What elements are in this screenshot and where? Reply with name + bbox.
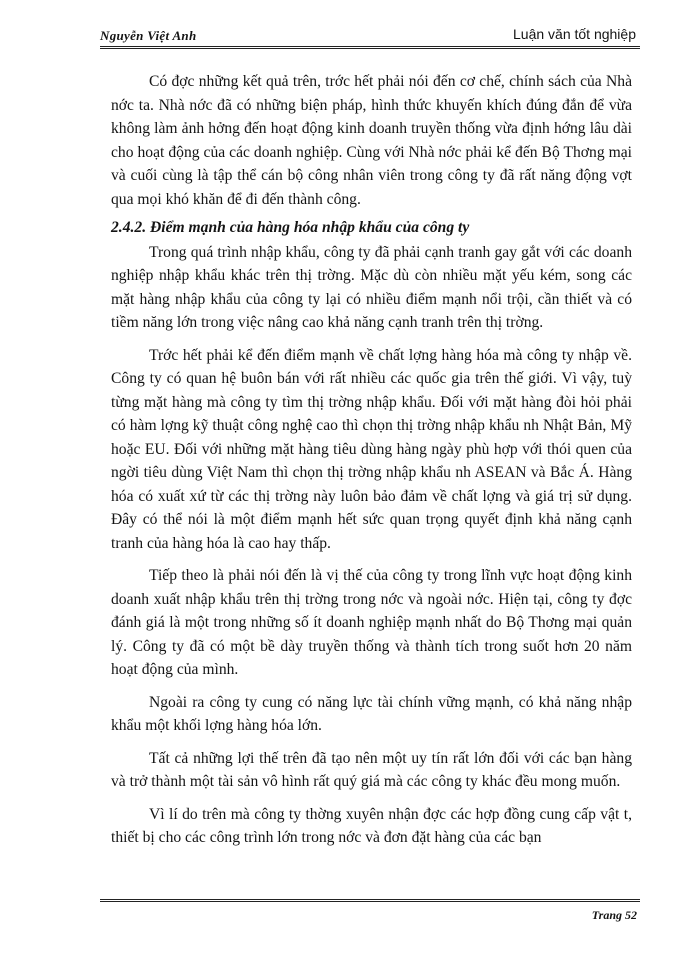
paragraph: Tất cả những lợi thế trên đã tạo nên một uy tín rất lớn đối với các bạn hàng và trở thành một tài sản vô hình rất quý giá mà các công ty khác đều mong muốn. [111, 749, 632, 790]
page-number: Trang 52 [591, 908, 637, 922]
document-type: Luận văn tốt nghiệp [513, 26, 636, 42]
paragraph: Tiếp theo là phải nói đến là vị thế của công ty trong lĩnh vực hoạt động kinh doanh xuất nhập khẩu trên thị trờng trong nớc và ngoài nớc. Hiện tại, công ty đợc đánh giá là một trong những số ít doanh nghiệp mạnh nhất do Bộ Thơng mại quản lý. Công ty đã có một bề dày truyền thống và thành tích trong suốt hơn 20 năm hoạt động của mình. [111, 567, 632, 678]
page-header [100, 22, 640, 48]
intro-paragraph: Có đợc những kết quả trên, trớc hết phải nói đến cơ chế, chính sách của Nhà nớc ta. Nhà nớc đã có những biện pháp, hình thức khuyến khích đúng đắn để vừa không làm ảnh hởng đến hoạt động kinh doanh truyền thống vừa định hớng lâu dài cho hoạt động của các doanh nghiệp. Cùng với Nhà nớc phải kể đến Bộ Thơng mại và cuối cùng là tập thể cán bộ công nhân viên trong công ty đã rất năng động vợt qua mọi khó khăn để đi đến thành công. [111, 73, 632, 208]
paragraph: Trong quá trình nhập khẩu, công ty đã phải cạnh tranh gay gắt với các doanh nghiệp nhập khẩu khác trên thị trờng. Mặc dù còn nhiều mặt yếu kém, song các mặt hàng nhập khẩu của công ty lại có nhiều điểm mạnh nổi trội, cần thiết và có tiềm năng lớn trong việc nâng cao khả năng cạnh tranh trên thị trờng. [111, 243, 632, 331]
paragraph: Ngoài ra công ty cung có năng lực tài chính vững mạnh, có khả năng nhập khẩu một khối lợng hàng hóa lớn. [111, 693, 632, 734]
author-name: Nguyễn Việt Anh [100, 28, 197, 43]
page-body [111, 70, 632, 850]
footer-rule [100, 899, 640, 902]
section-heading: 2.4.2. Điểm mạnh của hàng hóa nhập khẩu của công ty [111, 219, 470, 236]
header-rule [100, 46, 640, 49]
paragraph: Trớc hết phải kể đến điểm mạnh về chất lợng hàng hóa mà công ty nhập về. Công ty có quan hệ buôn bán với rất nhiều các quốc gia trên thế giới. Vì vậy, tuỳ từng mặt hàng mà công ty tìm thị trờng nhập khẩu. Đối với mặt hàng đòi hỏi phải có hàm lợng kỹ thuật công nghệ cao thì chọn thị trờng nhập khẩu nh Nhật Bản, Mỹ hoặc EU. Đối với những mặt hàng tiêu dùng hàng ngày phù hợp với thói quen của ngời tiêu dùng Việt Nam thì chọn thị trờng nhập khẩu nh ASEAN và Bắc Á. Hàng hóa có xuất xứ từ các thị trờng này luôn bảo đảm về chất lợng và giá trị sử dụng. Đây có thể nói là một điểm mạnh hết sức quan trọng quyết định khả năng cạnh tranh của hàng hóa là cao hay thấp. [111, 346, 632, 552]
paragraph: Vì lí do trên mà công ty thờng xuyên nhận đợc các hợp đồng cung cấp vật t, thiết bị cho các công trình lớn trong nớc và đơn đặt hàng của các bạn [111, 805, 632, 846]
